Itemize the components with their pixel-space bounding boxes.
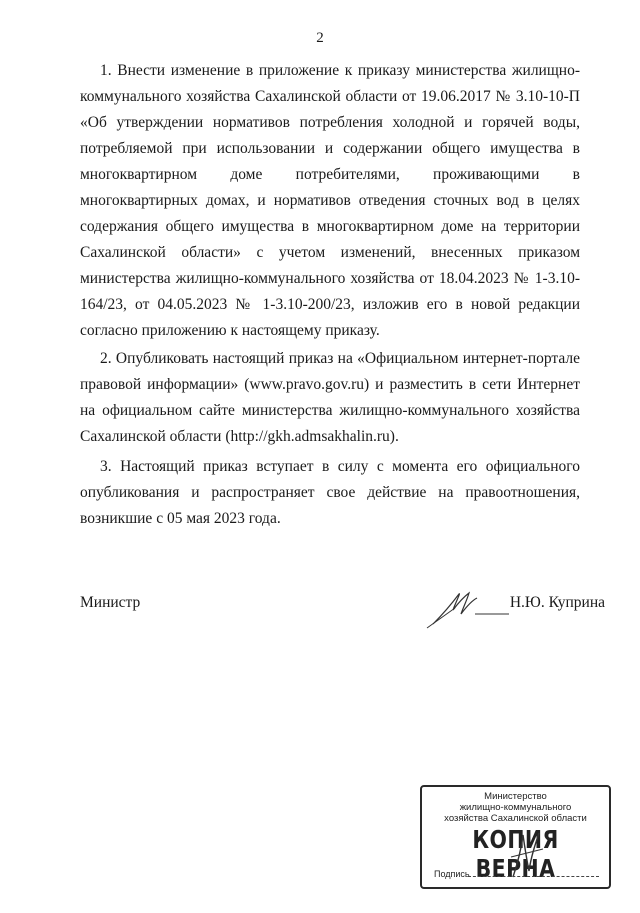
stamp-title: КОПИЯ ВЕРНА	[472, 825, 559, 883]
paragraph-2: 2. Опубликовать настоящий приказ на «Официальном интернет-портале правовой информации» (www.pravo.gov.ru) и разместить в сети Интернет на официальном сайте министерства жилищно-коммунального хозяйства Сахалинской области (http://gkh.admsakhalin.ru).	[80, 350, 580, 445]
minister-name: Н.Ю. Куприна	[509, 594, 605, 611]
signature-block	[80, 594, 605, 634]
handwritten-signature	[425, 584, 510, 629]
stamp-line-department: жилищно-коммунального	[459, 802, 572, 813]
stamp-sign-label: Подпись	[434, 869, 470, 879]
copy-certified-stamp	[420, 785, 611, 889]
stamp-line-region: хозяйства Сахалинской области	[444, 813, 587, 824]
stamp-line-ministry: Министерство	[484, 791, 547, 802]
paragraph-1: 1. Внести изменение в приложение к приказу министерства жилищно-коммунального хозяйства Сахалинской области от 19.06.2017 № 3.10-10-П «Об утверждении нормативов потребления холодной и горячей воды, потребляемой при использовании и содержании общего имущества в многоквартирном доме потребителями, проживающими в многоквартирных домах, и нормативов отведения сточных вод в целях содержания общего имущества в многоквартирном доме на территории Сахалинской области» с учетом изменений, внесенных приказом министерства жилищно-коммунального хозяйства от 18.04.2023 № 1-3.10-164/23, от 04.05.2023 № 1-3.10-200/23, изложив его в новой редакции согласно приложению к настоящему приказу.	[80, 62, 580, 339]
page-number: 2	[316, 30, 324, 46]
minister-title: Министр	[80, 594, 141, 611]
paragraph-3: 3. Настоящий приказ вступает в силу с момента его официального опубликования и распространяет свое действие на правоотношения, возникшие с 05 мая 2023 года.	[80, 458, 580, 527]
stamp-sign-line	[468, 876, 599, 877]
stamp-signature-scribble	[507, 827, 547, 882]
